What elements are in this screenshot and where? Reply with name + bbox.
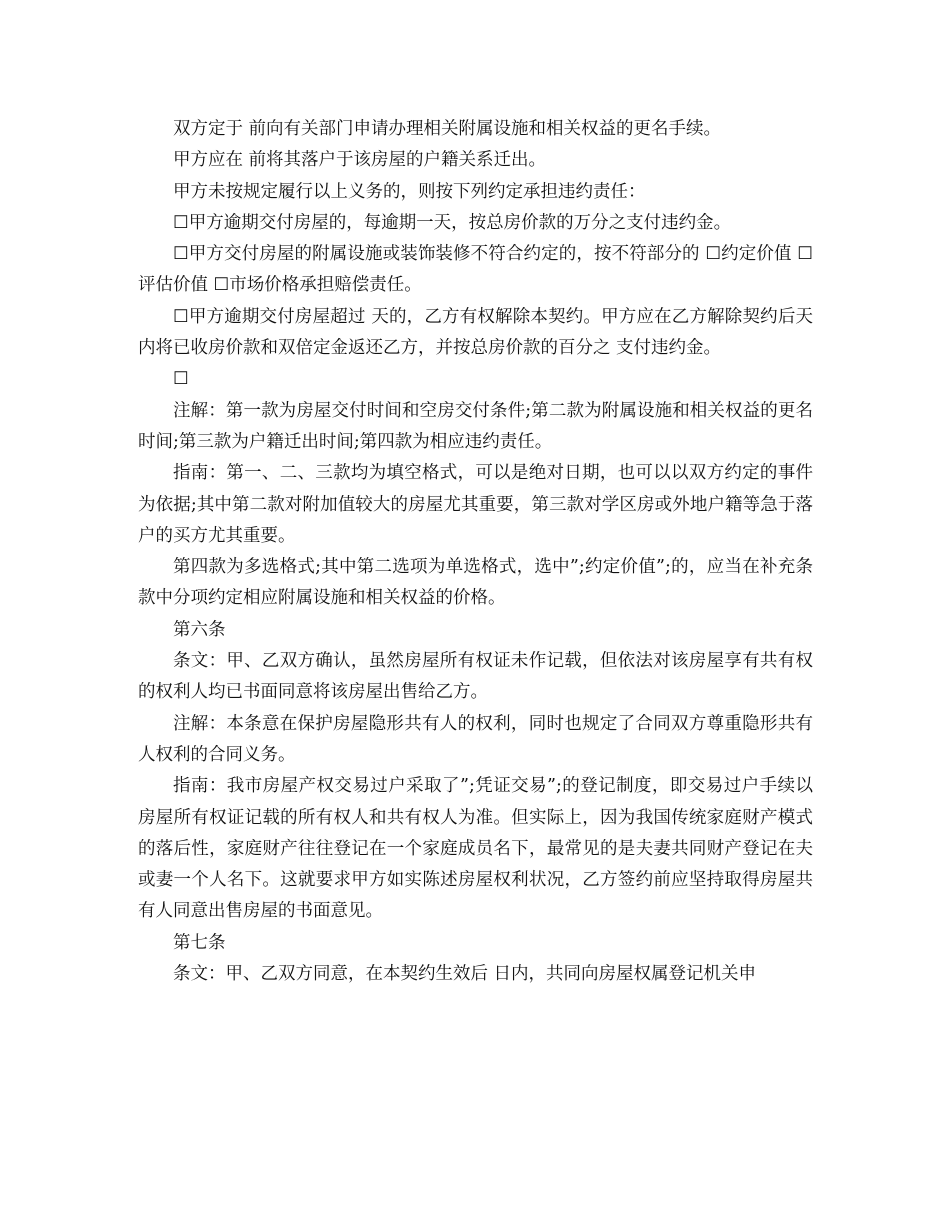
paragraph-article-6-guide: 指南：我市房屋产权交易过户采取了”;凭证交易”;的登记制度，即交易过户手续以房屋所有权证记载的所有权人和共有权人为准。但实际上，因为我国传统家庭财产模式的落后性，家庭财产往往登记在一个家庭成员名下，最常见的是夫妻共同财产登记在夫或妻一个人名下。这就要求甲方如实陈述房屋权利状况，乙方签约前应坚持取得房屋共有人同意出售房屋的书面意见。 — [138, 776, 813, 922]
paragraph-article-7-text: 条文：甲、乙双方同意，在本契约生效后 日内，共同向房屋权属登记机关申 — [173, 964, 757, 985]
article-heading-6: 第六条 — [173, 619, 226, 640]
paragraph-guide-1: 指南：第一、二、三款均为填空格式，可以是绝对日期，也可以以双方约定的事件为依据;其中第二款对附加值较大的房屋尤其重要，第三款对学区房或外地户籍等急于落户的买方尤其重要。 — [138, 463, 813, 546]
paragraph-household-registration: 甲方应在 前将其落户于该房屋的户籍关系迁出。 — [173, 150, 547, 171]
article-heading-7: 第七条 — [173, 932, 226, 953]
document-body — [138, 114, 813, 990]
paragraph-option-facilities: ☐甲方交付房屋的附属设施或装饰装修不符合约定的，按不符部分的 ☐约定价值 ☐评估价值 ☐市场价格承担赔偿责任。 — [138, 244, 813, 296]
paragraph-guide-2: 第四款为多选格式;其中第二选项为单选格式，选中”;约定价值”;的，应当在补充条款中分项约定相应附属设施和相关权益的价格。 — [138, 557, 813, 609]
paragraph-breach-intro: 甲方未按规定履行以上义务的，则按下列约定承担违约责任： — [173, 181, 646, 202]
paragraph-annotation-1: 注解：第一款为房屋交付时间和空房交付条件;第二款为附属设施和相关权益的更名时间;第三款为户籍迁出时间;第四款为相应违约责任。 — [138, 400, 813, 452]
paragraph-option-termination: ☐甲方逾期交付房屋超过 天的，乙方有权解除本契约。甲方应在乙方解除契约后天内将已收房价款和双倍定金返还乙方，并按总房价款的百分之 支付违约金。 — [138, 306, 813, 359]
paragraph-empty-checkbox: ☐ — [173, 369, 189, 390]
paragraph-article-6-annotation: 注解：本条意在保护房屋隐形共有人的权利，同时也规定了合同双方尊重隐形共有人权利的合同义务。 — [138, 713, 813, 765]
paragraph-rename-procedures: 双方定于 前向有关部门申请办理相关附属设施和相关权益的更名手续。 — [173, 119, 722, 139]
paragraph-article-6-text: 条文：甲、乙双方确认，虽然房屋所有权证未作记载，但依法对该房屋享有共有权的权利人均已书面同意将该房屋出售给乙方。 — [138, 651, 813, 703]
paragraph-option-late-delivery: ☐甲方逾期交付房屋的，每逾期一天，按总房价款的万分之支付违约金。 — [173, 212, 732, 233]
